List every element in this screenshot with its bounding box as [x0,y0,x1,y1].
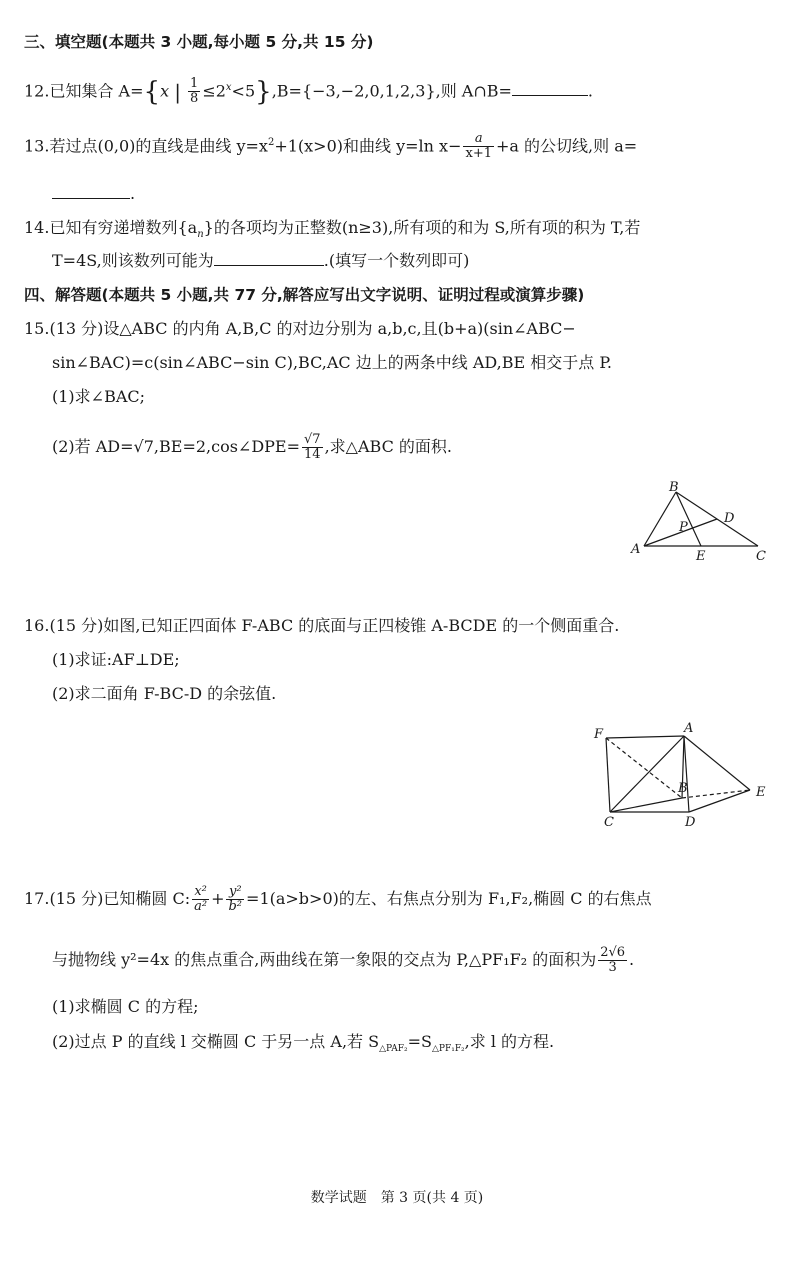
edge-fa [606,736,684,738]
q15-part1: (1)求∠BAC; [52,387,146,406]
q13-text-pre: 若过点(0,0)的直线是曲线 y=x [49,136,268,156]
edge-ac [610,736,684,812]
q15-line1: 15.(13 分)设△ABC 的内角 A,B,C 的对边分别为 a,b,c,且(b+a)(sin∠ABC− [24,319,576,338]
q17-line2a: 与抛物线 y²=4x 的焦点重合,两曲线在第一象限的交点为 P,△PF₁F₂ 的面积为 [52,950,597,969]
q17-frac-y: $\frac{\text{y²}}{\text{b²}}$ [228,884,243,914]
label-e: E [756,785,766,800]
q17-frac-x: $\frac{\text{x²}}{\text{a²}}$ [194,884,208,914]
q13-text-post: +a 的公切线,则 a= [495,136,638,156]
q12-set-var: x [160,81,170,101]
label-e: E [696,549,706,564]
q14-line1b: }的各项均为正整数(n≥3),所有项的和为 S,所有项的积为 T,若 [203,218,641,237]
q12-fraction: $\frac{1}{8}$ [190,76,199,107]
q16-part1: (1)求证:AF⊥DE; [52,650,180,669]
q13-answer-blank[interactable] [52,180,130,199]
label-f: F [594,727,604,742]
label-c: C [756,549,766,564]
q12-text-post: ,B={−3,−2,0,1,2,3},则 A∩B= [271,81,512,101]
q15-triangle-figure [628,478,778,568]
edge-fc [606,738,610,812]
q17-part2: (2)过点 P 的直线 l 交椭圆 C 于另一点 A,若 $S_{\triangle PAF_2}=S_{\triangle PF_1F_2}$,求 l 的方程. [52,1032,555,1055]
question-14: 14.已知有穷递增数列$\{a_n\}$的各项均为正整数(n≥3),所有项的和为 S,所有项的积为 T,若 [24,218,641,241]
q17-line1a: 17.(15 分)已知椭圆 C: [24,889,191,908]
q15-line2: sin∠BAC)=c(sin∠ABC−sin C),BC,AC 边上的两条中线 AD,BE 相交于点 P. [52,353,612,372]
label-p: P [679,520,688,535]
q12-ineq: ≤2 [202,81,226,101]
q12-text-pre: 已知集合 A= [49,81,144,101]
q12-ineq2: <5 [231,81,256,101]
section-4-header: 四、解答题(本题共 5 小题,共 77 分,解答应写出文字说明、证明过程或演算步骤) [24,286,585,304]
edge-fb-hidden [606,738,682,798]
q15-part2b: ,求△ABC 的面积. [324,437,452,456]
q17-line2: 与抛物线 y²=4x 的焦点重合,两曲线在第一象限的交点为 P,△PF₁F₂ 的面积为 $\frac{2√6}{3}$ . [52,945,635,975]
label-b: B [678,781,688,796]
q14-line2b: .(填写一个数列即可) [323,251,470,270]
label-d: D [724,511,735,526]
q12-answer-blank[interactable] [512,77,588,96]
label-d: D [685,815,696,830]
q15-part2a: (2)若 AD=√7,BE=2,cos∠DPE= [52,437,301,456]
edge-ad [684,736,689,812]
q16-line1: 16.(15 分)如图,已知正四面体 F-ABC 的底面与正四棱锥 A-BCDE 的一个侧面重合. [24,616,620,635]
q14-line1: 已知有穷递增数列{a [49,218,198,237]
q17-part2a: (2)过点 P 的直线 l 交椭圆 C 于另一点 A,若 S [52,1032,380,1051]
page-footer: 数学试题 第 3 页(共 4 页) [310,1190,484,1206]
q14-number: 14. [24,218,50,237]
label-c: C [604,815,614,830]
q13-answer-line: . [52,180,135,206]
question-13: 13.若过点(0,0)的直线是曲线 $y=x^2+1(x>0)$和曲线 y=ln x− $\frac{a}{x+1}$ +a 的公切线,则 a= [24,131,638,162]
edge-ae [684,736,750,790]
q14-answer-blank[interactable] [214,247,324,266]
q13-number: 13. [24,136,50,156]
question-12: 12.已知集合 A={x | $\frac{1}{8}$ $\le 2^x<5\},B=\{-3,-2,0,1,2,3\}$,则 A∩B= . [24,76,594,107]
q17-part1: (1)求椭圆 C 的方程; [52,997,199,1016]
label-a: A [631,542,641,557]
q17-part2b: ,求 l 的方程. [464,1032,555,1051]
q15-fraction: $\frac{√7}{14}$ [304,432,321,462]
q15-part2 [52,433,452,462]
q13-fraction: $\frac{a}{x+1}$ [465,131,492,162]
label-b: B [669,480,679,495]
label-a: A [684,721,694,736]
q12-number: 12. [24,81,50,101]
q16-part2: (2)求二面角 F-BC-D 的余弦值. [52,684,277,703]
q14-line2a: T=4S,则该数列可能为 [52,251,214,270]
q17-line1: 17.(15 分)已知椭圆 C: $\frac{\text{x²}}{\text{a²}}$ + $\frac{\text{y²}}{\text{b²}}$ =1(a>b>0)的左、右焦点分别为 F₁,F₂,椭圆 C 的右焦点 [24,884,652,914]
q13-text-mid: +1(x>0)和曲线 y=ln x− [274,136,462,156]
q16-solid-figure [590,718,780,830]
q17-frac-area: $\frac{2√6}{3}$ [600,945,626,975]
edge-ab [644,492,676,546]
q17-line1b: =1(a>b>0)的左、右焦点分别为 F₁,F₂,椭圆 C 的右焦点 [246,889,652,908]
q14-line2 [52,247,469,273]
section-3-header: 三、填空题(本题共 3 小题,每小题 5 分,共 15 分) [24,33,374,51]
